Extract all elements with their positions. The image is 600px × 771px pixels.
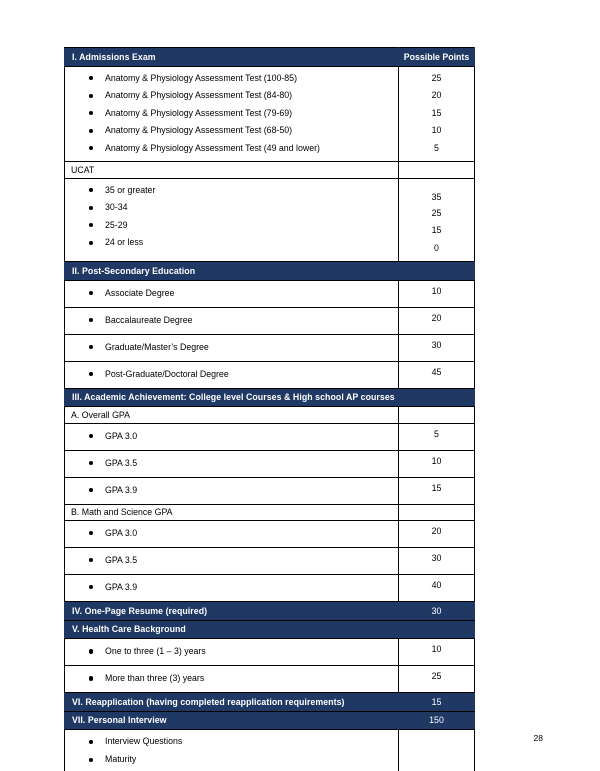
table-row: [65, 477, 475, 504]
interview-list: [65, 733, 398, 768]
table-row: [65, 407, 475, 424]
row-label: GPA 3.9: [105, 582, 138, 593]
points-overall-gpa-35: 10: [399, 450, 475, 477]
table-row: [65, 307, 475, 334]
row-hcb-more-than-three: [65, 666, 399, 693]
section-header-row-health-care: [65, 620, 475, 639]
row-label: Associate Degree: [105, 287, 175, 298]
points-post-graduate-doctoral-degree: 45: [399, 361, 475, 388]
table-row: [65, 504, 475, 521]
section-points-reapplication: 15: [399, 693, 475, 712]
list-item: [65, 217, 398, 235]
interview-list-cell: [65, 730, 399, 771]
row-math-science-gpa-39: [65, 575, 399, 602]
bullet-icon: [89, 241, 93, 245]
list-item-label: Anatomy & Physiology Assessment Test (100-85): [105, 72, 297, 83]
bullet-icon: [89, 488, 93, 492]
points-hcb-more-than-three: 25: [399, 666, 475, 693]
section-header-row-academic-achievement: [65, 388, 475, 407]
bullet-icon: [89, 146, 93, 150]
section-header-health-care-background: V. Health Care Background: [65, 620, 399, 639]
list-item: [65, 733, 398, 751]
row-baccalaureate-degree: [65, 307, 399, 334]
row-math-science-gpa-30: [65, 521, 399, 548]
row-label: One to three (1 – 3) years: [105, 646, 206, 657]
bullet-icon: [89, 129, 93, 133]
section-header-row-personal-interview: [65, 711, 475, 730]
list-item: [65, 87, 398, 105]
ap-assessment-points-cell: [399, 66, 475, 162]
bullet-icon: [89, 188, 93, 192]
ap-assessment-points-list: [399, 70, 474, 158]
table-row: [65, 280, 475, 307]
table-row: [65, 423, 475, 450]
bullet-icon: [89, 758, 93, 762]
table-row: [65, 361, 475, 388]
ap-assessment-list-cell: [65, 66, 399, 162]
row-label: GPA 3.5: [105, 457, 138, 468]
list-item-label: 25-29: [105, 219, 128, 230]
points-value: 20: [431, 90, 442, 101]
row-hcb-one-to-three: [65, 639, 399, 666]
subsection-label-overall-gpa: A. Overall GPA: [65, 407, 399, 424]
points-math-science-gpa-39: 40: [399, 575, 475, 602]
table-row: [65, 178, 475, 262]
section-points-personal-interview: 150: [399, 711, 475, 730]
table-row: [65, 575, 475, 602]
row-label: GPA 3.9: [105, 484, 138, 495]
bullet-icon: [89, 206, 93, 210]
points-math-science-gpa-30: 20: [399, 521, 475, 548]
ucat-points-cell: [399, 178, 475, 262]
table-row: [65, 162, 475, 179]
list-item-label: 30-34: [105, 202, 128, 213]
list-item: [65, 751, 398, 769]
subsection-label-math-science-gpa: B. Math and Science GPA: [65, 504, 399, 521]
list-item: [65, 182, 398, 200]
row-overall-gpa-35: [65, 450, 399, 477]
row-label: GPA 3.0: [105, 528, 138, 539]
points-value: 15: [431, 225, 442, 236]
ucat-list-cell: [65, 178, 399, 262]
points-graduate-masters-degree: 30: [399, 334, 475, 361]
bullet-icon: [89, 434, 93, 438]
bullet-icon: [89, 372, 93, 376]
table-row: [65, 730, 475, 771]
points-value: 10: [431, 125, 442, 136]
section-points-health-care-background: [399, 620, 475, 639]
bullet-icon: [89, 531, 93, 535]
row-label: GPA 3.5: [105, 555, 138, 566]
list-item: [65, 140, 398, 158]
row-graduate-masters-degree: [65, 334, 399, 361]
section-header-row-post-secondary: [65, 262, 475, 281]
section-header-post-secondary-education: II. Post-Secondary Education: [65, 262, 399, 281]
list-item-label: Anatomy & Physiology Assessment Test (79-69): [105, 107, 293, 118]
points-value: 25: [431, 207, 442, 218]
section-header-reapplication: VI. Reapplication (having completed reapplication requirements): [65, 693, 399, 712]
list-item-label: Anatomy & Physiology Assessment Test (84-80): [105, 90, 293, 101]
list-item-label: 35 or greater: [105, 184, 156, 195]
ap-assessment-list: [65, 70, 398, 158]
row-associate-degree: [65, 280, 399, 307]
table-row: [65, 334, 475, 361]
points-cell-empty: [399, 504, 475, 521]
row-math-science-gpa-35: [65, 548, 399, 575]
section-points-post-secondary: [399, 262, 475, 281]
list-item: [65, 105, 398, 123]
bullet-icon: [89, 461, 93, 465]
row-label: Graduate/Master’s Degree: [105, 341, 209, 352]
row-label: GPA 3.0: [105, 430, 138, 441]
table-row: [65, 548, 475, 575]
table-row: [65, 639, 475, 666]
table-header-row: [65, 48, 475, 67]
bullet-icon: [89, 291, 93, 295]
column-header-possible-points: Possible Points: [399, 48, 475, 67]
section-header-academic-achievement: III. Academic Achievement: College level Courses & High school AP courses: [65, 388, 399, 407]
points-math-science-gpa-35: 30: [399, 548, 475, 575]
points-associate-degree: 10: [399, 280, 475, 307]
list-item-label: 24 or less: [105, 237, 144, 248]
bullet-icon: [89, 318, 93, 322]
bullet-icon: [89, 94, 93, 98]
points-hcb-one-to-three: 10: [399, 639, 475, 666]
bullet-icon: [89, 111, 93, 115]
row-post-graduate-doctoral-degree: [65, 361, 399, 388]
admissions-scoring-table: [64, 47, 475, 771]
list-item-label: Anatomy & Physiology Assessment Test (68-50): [105, 125, 293, 136]
bullet-icon: [89, 676, 93, 680]
list-item: [65, 70, 398, 88]
points-value: 15: [431, 107, 442, 118]
points-cell-empty: [399, 162, 475, 179]
points-value: 25: [431, 72, 442, 83]
row-label: More than three (3) years: [105, 673, 205, 684]
list-item: [65, 122, 398, 140]
row-overall-gpa-30: [65, 423, 399, 450]
page-number: 28: [533, 733, 543, 743]
row-label: Baccalaureate Degree: [105, 314, 193, 325]
bullet-icon: [89, 585, 93, 589]
list-item-label: Anatomy & Physiology Assessment Test (49 and lower): [105, 142, 320, 153]
section-header-row-resume: [65, 602, 475, 621]
section-points-academic-achievement: [399, 388, 475, 407]
points-value: 35: [431, 191, 442, 202]
bullet-icon: [89, 740, 93, 744]
table-row: [65, 521, 475, 548]
bullet-icon: [89, 76, 93, 80]
list-item: [65, 199, 398, 217]
ucat-list: [65, 182, 398, 252]
bullet-icon: [89, 649, 93, 653]
list-item-label: Maturity: [105, 753, 137, 764]
points-overall-gpa-39: 15: [399, 477, 475, 504]
bullet-icon: [89, 345, 93, 349]
bullet-icon: [89, 558, 93, 562]
section-header-personal-interview: VII. Personal Interview: [65, 711, 399, 730]
table-row: [65, 666, 475, 693]
points-value: 5: [434, 142, 439, 153]
section-points-one-page-resume: 30: [399, 602, 475, 621]
points-baccalaureate-degree: 20: [399, 307, 475, 334]
points-overall-gpa-30: 5: [399, 423, 475, 450]
interview-points-cell-empty: [399, 730, 475, 771]
list-item-label: Interview Questions: [105, 736, 183, 747]
row-overall-gpa-39: [65, 477, 399, 504]
row-label: Post-Graduate/Doctoral Degree: [105, 368, 229, 379]
ucat-points-list: [399, 182, 474, 258]
section-header-one-page-resume: IV. One-Page Resume (required): [65, 602, 399, 621]
section-header-row-reapplication: [65, 693, 475, 712]
table-row: [65, 66, 475, 162]
points-cell-empty: [399, 407, 475, 424]
table-row: [65, 450, 475, 477]
section-header-admissions-exam: I. Admissions Exam: [65, 48, 399, 67]
bullet-icon: [89, 223, 93, 227]
subsection-label-ucat: UCAT: [65, 162, 399, 179]
points-value: 0: [434, 242, 439, 253]
list-item: [65, 234, 398, 252]
